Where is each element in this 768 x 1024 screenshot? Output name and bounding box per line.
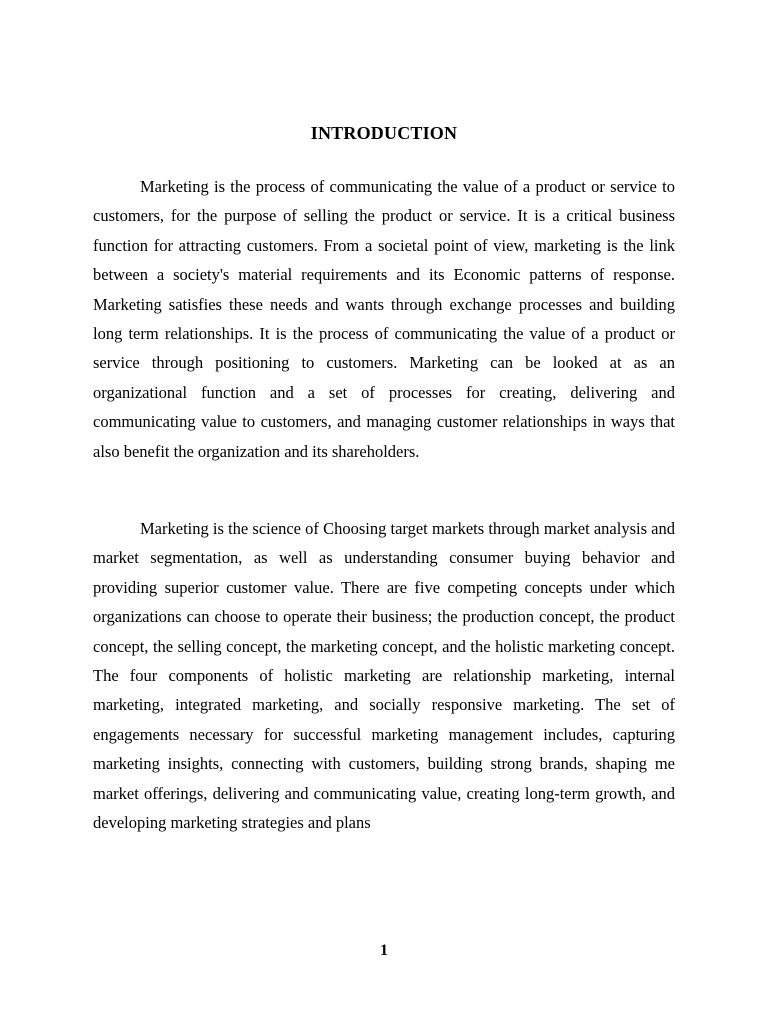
paragraph-1: Marketing is the process of communicating the value of a product or service to customers, for the purpose of selling the product or service. It is a critical business function for attracting customers. From a societal point of view, marketing is the link between a society's material requirements and its Economic patterns of response. Marketing satisfies these needs and wants through exchange processes and building long term relationships. It is the process of communicating the value of a product or service through positioning to customers. Marketing can be looked at as an organizational function and a set of processes for creating, delivering and communicating value to customers, and managing customer relationships in ways that also benefit the organization and its shareholders. [93, 177, 675, 461]
page-number: 1 [380, 942, 388, 959]
paragraph-2: Marketing is the science of Choosing target markets through market analysis and market segmentation, as well as understanding consumer buying behavior and providing superior customer value. There are five competing concepts under which organizations can choose to operate their business; the production concept, the product concept, the selling concept, the marketing concept, and the holistic marketing concept. The four components of holistic marketing are relationship marketing, internal marketing, integrated marketing, and socially responsive marketing. The set of engagements necessary for successful marketing management includes, capturing marketing insights, connecting with customers, building strong brands, shaping me market offerings, delivering and communicating value, creating long-term growth, and developing marketing strategies and plans [93, 519, 675, 833]
page-title: INTRODUCTION [310, 123, 458, 143]
